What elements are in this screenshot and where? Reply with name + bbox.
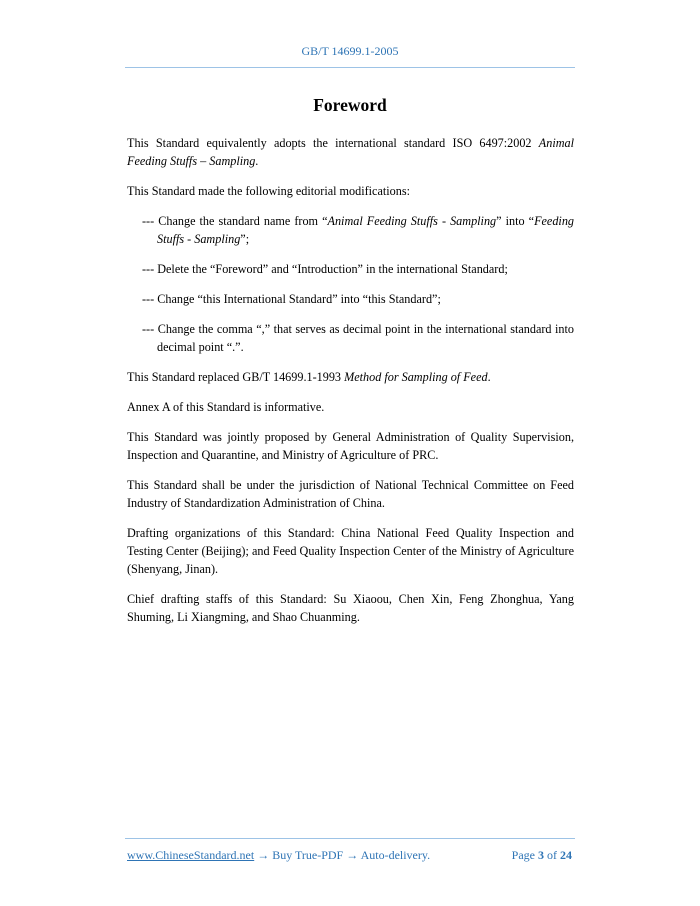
list-item: --- Change “this International Standard” into “this Standard”; (142, 292, 441, 306)
header-divider (125, 67, 575, 68)
list-item: --- Change the comma “,” that serves as decimal point in the international standard into decimal point “.”. (142, 322, 574, 354)
page-number: Page 3 of 24 (511, 848, 572, 862)
paragraph-annex: Annex A of this Standard is informative. (127, 400, 325, 414)
list-item: --- Change the standard name from “Animal Feeding Stuffs - Sampling” into “Feeding Stuffs - Sampling”; (142, 214, 575, 246)
footer-divider (125, 838, 575, 839)
paragraph-jurisdiction: This Standard shall be under the jurisdiction of National Technical Committee on Feed Industry of Standardization Administration of China. (127, 478, 574, 510)
list-item: --- Delete the “Foreword” and “Introduction” in the international Standard; (142, 262, 508, 276)
footer-tagline: → Buy True-PDF → Auto-delivery. (254, 848, 431, 862)
page-title: Foreword (313, 95, 387, 115)
paragraph-replaced: This Standard replaced GB/T 14699.1-1993 Method for Sampling of Feed. (127, 370, 491, 384)
page-header (125, 44, 575, 59)
paragraph-drafting-staff: Chief drafting staffs of this Standard: Su Xiaoou, Chen Xin, Feng Zhonghua, Yang Shuming, Li Xiangming, and Shao Chuanming. (127, 592, 574, 624)
standard-code: GB/T 14699.1-2005 (301, 44, 399, 58)
paragraph-drafting-organizations: Drafting organizations of this Standard: China National Feed Quality Inspection and Testing Center (Beijing); and Feed Quality Inspection Center of the Ministry of Agriculture (Shenyang, Jinan). (127, 526, 574, 576)
paragraph-proposed-by: This Standard was jointly proposed by General Administration of Quality Supervision, Inspection and Quarantine, and Ministry of Agriculture of PRC. (127, 430, 574, 462)
paragraph-adoption: This Standard equivalently adopts the international standard ISO 6497:2002 Animal Feeding Stuffs – Sampling. (127, 136, 574, 168)
page-footer (127, 848, 572, 863)
document-body (127, 134, 574, 638)
website-link[interactable]: www.ChineseStandard.net (127, 848, 255, 862)
paragraph-modifications-intro: This Standard made the following editorial modifications: (127, 184, 410, 198)
